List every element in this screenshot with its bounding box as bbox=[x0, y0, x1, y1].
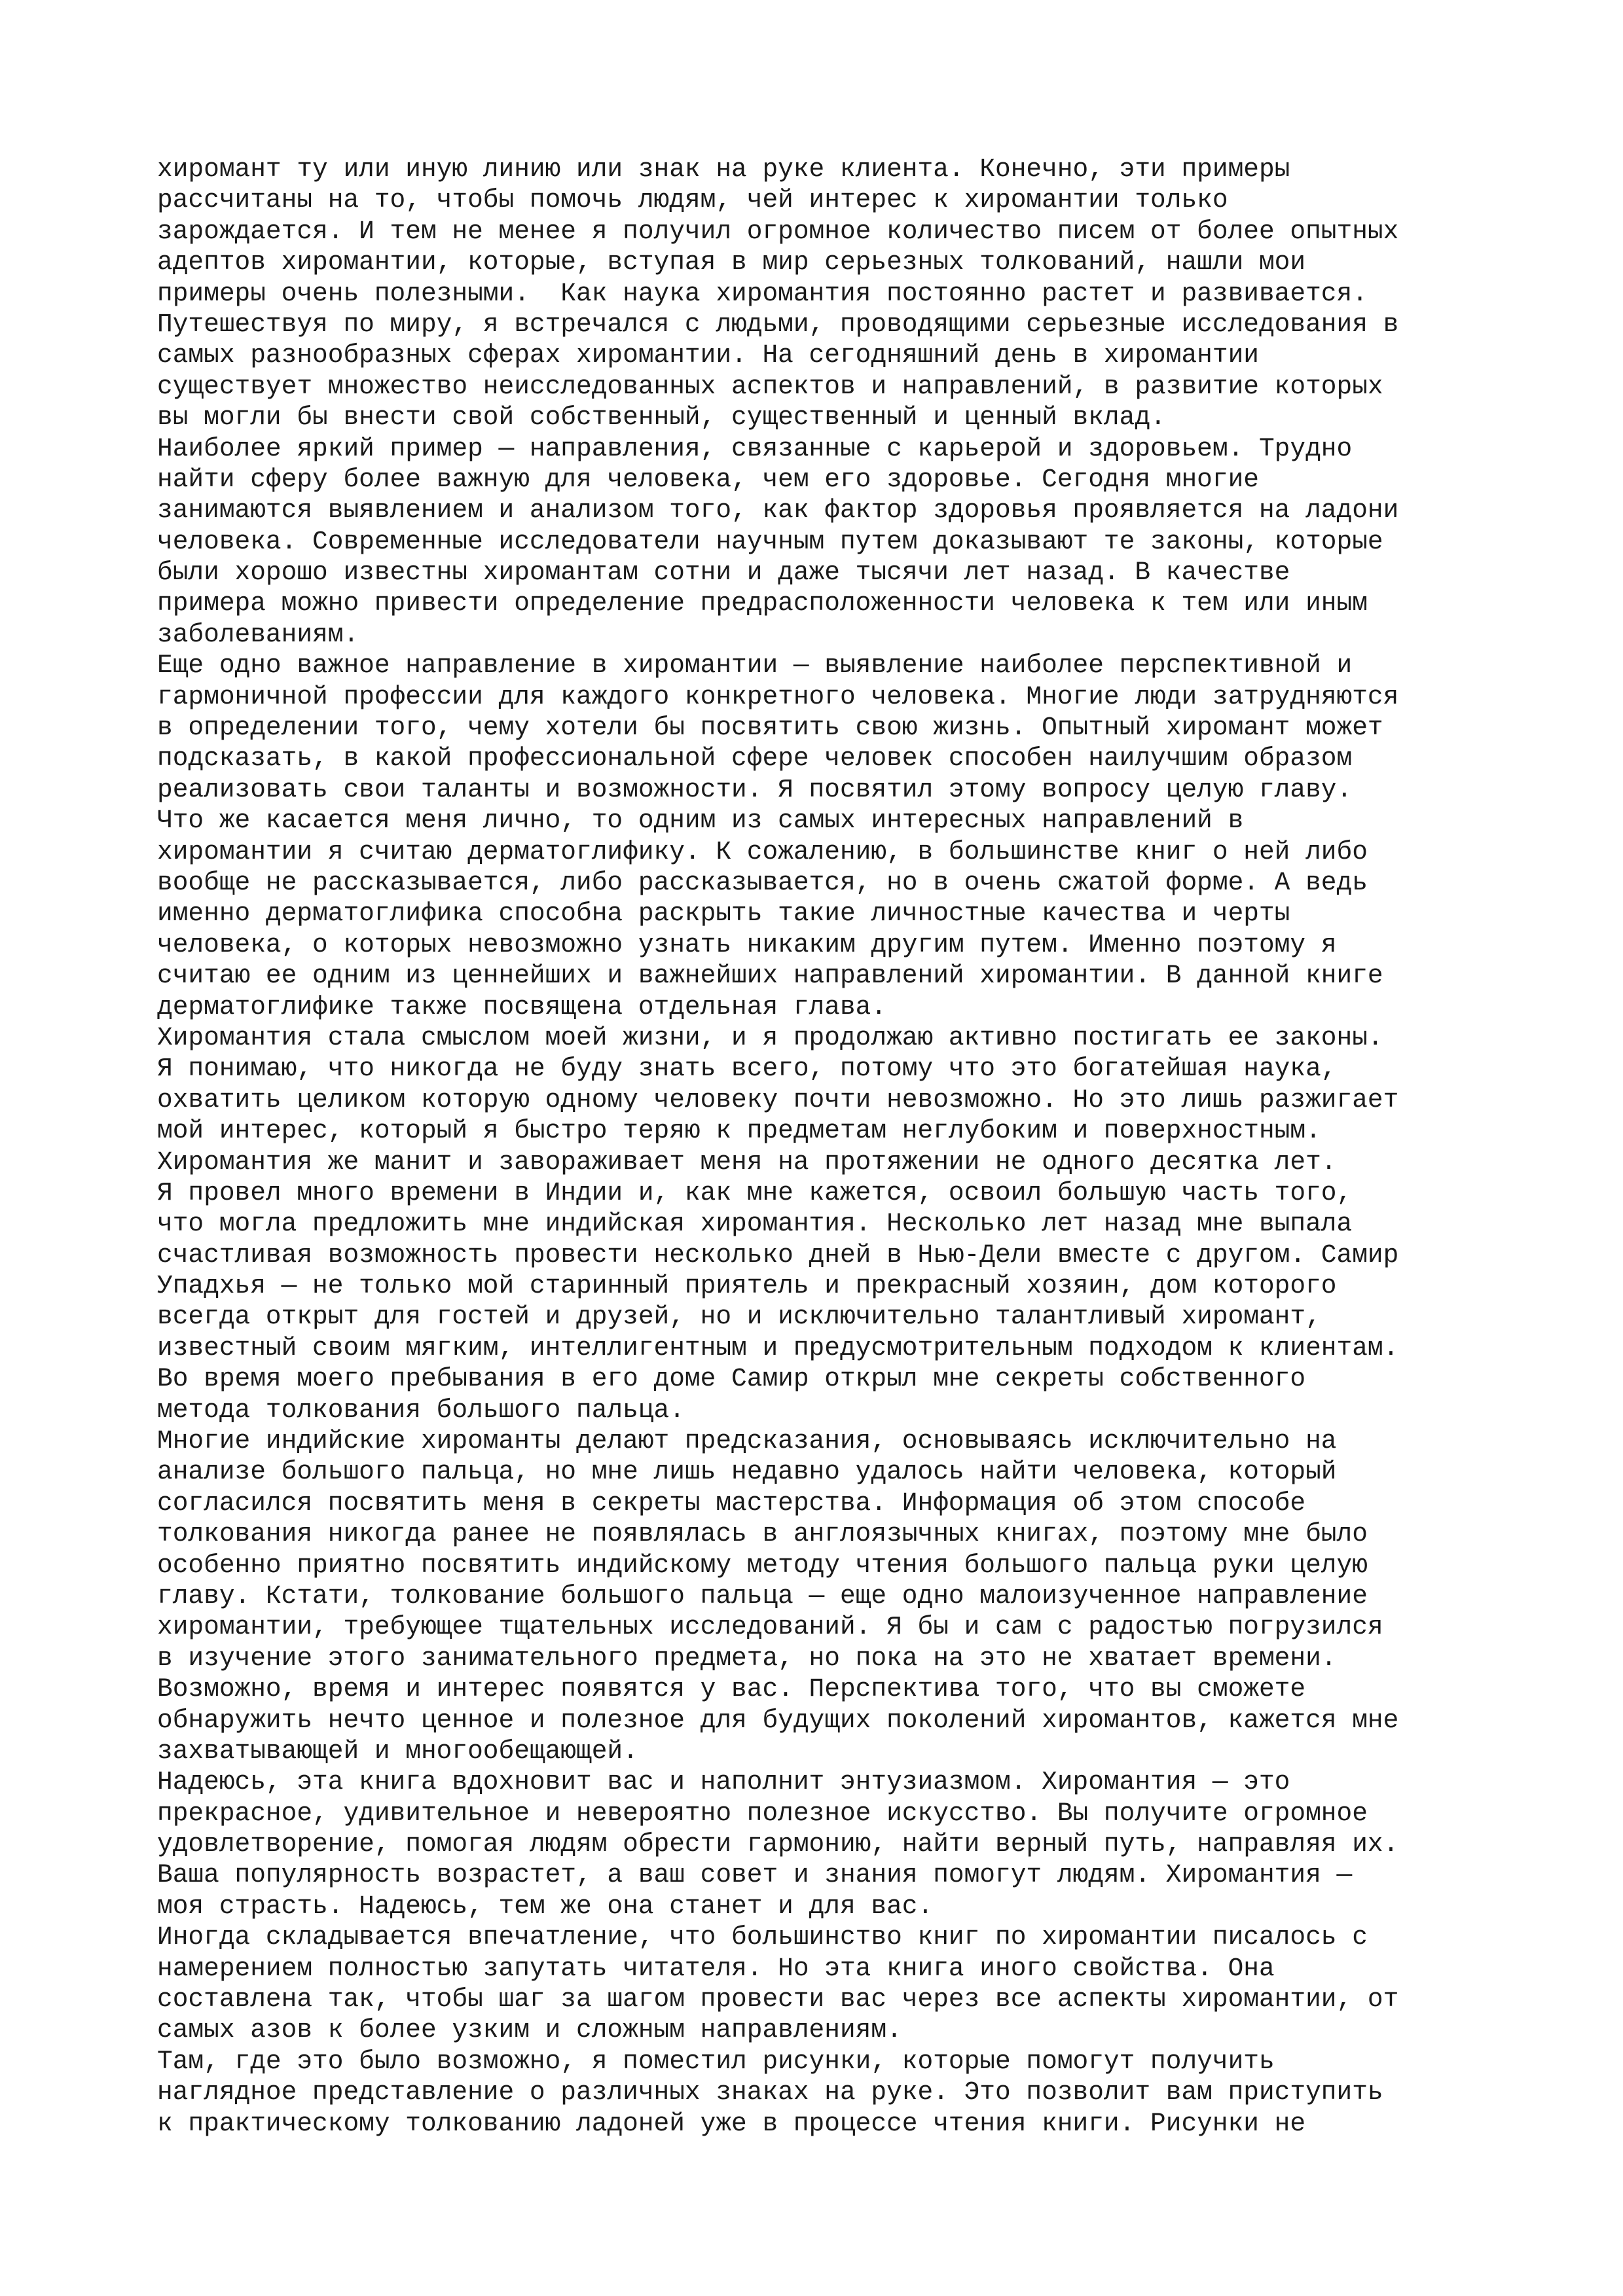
text-line: вы могли бы внести свой собственный, существенный и ценный вклад. bbox=[157, 403, 1166, 433]
text-line: всегда открыт для гостей и друзей, но и исключительно талантливый хиромант, bbox=[157, 1302, 1321, 1332]
text-line: составлена так, чтобы шаг за шагом провести вас через все аспекты хиромантии, от bbox=[157, 1984, 1399, 2015]
text-line: самых разнообразных сферах хиромантии. На сегодняшний день в хиромантии bbox=[157, 340, 1259, 370]
text-line: главу. Кстати, толкование большого пальца — еще одно малоизученное направление bbox=[157, 1581, 1368, 1611]
text-line: Я провел много времени в Индии и, как мне кажется, освоил большую часть того, bbox=[157, 1177, 1353, 1208]
text-line: адептов хиромантии, которые, вступая в мир серьезных толкований, нашли мои bbox=[157, 247, 1306, 278]
text-line: Еще одно важное направление в хиромантии — выявление наиболее перспективной и bbox=[157, 651, 1353, 681]
text-line: захватывающей и многообещающей. bbox=[157, 1736, 638, 1766]
text-line: Иногда складывается впечатление, что большинство книг по хиромантии писалось с bbox=[157, 1922, 1368, 1952]
text-line: к практическому толкованию ладоней уже в процессе чтения книги. Рисунки не bbox=[157, 2108, 1306, 2138]
text-line: в изучение этого занимательного предмета, но пока на это не хватает времени. bbox=[157, 1643, 1337, 1673]
text-line: намерением полностью запутать читателя. Но эта книга иного свойства. Она bbox=[157, 1953, 1275, 1983]
text-line: гармоничной профессии для каждого конкретного человека. Многие люди затрудняются bbox=[157, 681, 1399, 711]
text-line: самых азов к более узким и сложным направлениям. bbox=[157, 2015, 902, 2045]
text-line: хиромант ту или иную линию или знак на руке клиента. Конечно, эти примеры bbox=[157, 154, 1290, 184]
text-line: метода толкования большого пальца. bbox=[157, 1395, 685, 1425]
text-line: охватить целиком которую одному человеку почти невозможно. Но это лишь разжигает bbox=[157, 1085, 1399, 1115]
text-line: примеры очень полезными. Как наука хиромантия постоянно растет и развивается. bbox=[157, 278, 1368, 308]
text-line: Во время моего пребывания в его доме Самир открыл мне секреты собственного bbox=[157, 1364, 1306, 1394]
text-line: человека. Современные исследователи научным путем доказывают те законы, которые bbox=[157, 526, 1383, 556]
text-line: зарождается. И тем не менее я получил огромное количество писем от более опытных bbox=[157, 216, 1399, 246]
text-line: Хиромантия стала смыслом моей жизни, и я продолжаю активно постигать ее законы. bbox=[157, 1022, 1383, 1052]
text-line: найти сферу более важную для человека, чем его здоровье. Сегодня многие bbox=[157, 464, 1259, 494]
text-line: Возможно, время и интерес появятся у вас. Перспектива того, что вы сможете bbox=[157, 1674, 1306, 1704]
text-line: удовлетворение, помогая людям обрести гармонию, найти верный путь, направляя их. bbox=[157, 1829, 1399, 1859]
document-page bbox=[157, 154, 1493, 2139]
text-line: согласился посвятить меня в секреты мастерства. Информация об этом способе bbox=[157, 1488, 1306, 1518]
text-line: хиромантии, требующее тщательных исследований. Я бы и сам с радостью погрузился bbox=[157, 1612, 1383, 1642]
text-line: моя страсть. Надеюсь, тем же она станет и для вас. bbox=[157, 1891, 934, 1921]
text-line: заболеваниям. bbox=[157, 619, 359, 649]
text-line: в определении того, чему хотели бы посвятить свою жизнь. Опытный хиромант может bbox=[157, 713, 1383, 743]
text-line: занимаются выявлением и анализом того, как фактор здоровья проявляется на ладони bbox=[157, 495, 1399, 526]
text-line: человека, о которых невозможно узнать никаким другим путем. Именно поэтому я bbox=[157, 929, 1337, 960]
text-line: подсказать, в какой профессиональной сфере человек способен наилучшим образом bbox=[157, 744, 1353, 774]
text-line: Что же касается меня лично, то одним из самых интересных направлений в bbox=[157, 806, 1244, 836]
text-line: реализовать свои таланты и возможности. Я посвятил этому вопросу целую главу. bbox=[157, 774, 1353, 804]
text-line: рассчитаны на то, чтобы помочь людям, чей интерес к хиромантии только bbox=[157, 185, 1228, 215]
text-line: существует множество неисследованных аспектов и направлений, в развитие которых bbox=[157, 371, 1383, 401]
text-line: Ваша популярность возрастет, а ваш совет и знания помогут людям. Хиромантия — bbox=[157, 1860, 1353, 1890]
text-line: хиромантии я считаю дерматоглифику. К сожалению, в большинстве книг о ней либо bbox=[157, 836, 1368, 867]
text-line: известный своим мягким, интеллигентным и предусмотрительным подходом к клиентам. bbox=[157, 1333, 1399, 1363]
text-line: обнаружить нечто ценное и полезное для будущих поколений хиромантов, кажется мне bbox=[157, 1705, 1399, 1735]
text-line: что могла предложить мне индийская хиромантия. Несколько лет назад мне выпала bbox=[157, 1209, 1353, 1239]
text-line: толкования никогда ранее не появлялась в англоязычных книгах, поэтому мне было bbox=[157, 1519, 1368, 1549]
text-line: прекрасное, удивительное и невероятно полезное искусство. Вы получите огромное bbox=[157, 1798, 1368, 1828]
text-line: Многие индийские хироманты делают предсказания, основываясь исключительно на bbox=[157, 1426, 1337, 1456]
text-line: Хиромантия же манит и завораживает меня на протяжении не одного десятка лет. bbox=[157, 1147, 1337, 1177]
text-line: Упадхья — не только мой старинный приятель и прекрасный хозяин, дом которого bbox=[157, 1271, 1337, 1301]
text-line: Надеюсь, эта книга вдохновит вас и наполнит энтузиазмом. Хиромантия — это bbox=[157, 1767, 1290, 1797]
text-line: наглядное представление о различных знаках на руке. Это позволит вам приступить bbox=[157, 2077, 1383, 2108]
text-line: считаю ее одним из ценнейших и важнейших направлений хиромантии. В данной книге bbox=[157, 961, 1383, 991]
text-line: особенно приятно посвятить индийскому методу чтения большого пальца руки целую bbox=[157, 1550, 1368, 1580]
text-line: вообще не рассказывается, либо рассказывается, но в очень сжатой форме. А ведь bbox=[157, 867, 1368, 897]
text-line: Я понимаю, что никогда не буду знать всего, потому что это богатейшая наука, bbox=[157, 1054, 1337, 1084]
text-line: примера можно привести определение предрасположенности человека к тем или иным bbox=[157, 588, 1368, 619]
text-line: дерматоглифике также посвящена отдельная глава. bbox=[157, 992, 887, 1022]
text-line: Там, где это было возможно, я поместил рисунки, которые помогут получить bbox=[157, 2046, 1275, 2076]
text-line: мой интерес, который я быстро теряю к предметам неглубоким и поверхностным. bbox=[157, 1116, 1321, 1146]
text-line: счастливая возможность провести несколько дней в Нью-Дели вместе с другом. Самир bbox=[157, 1240, 1399, 1270]
text-line: Наиболее яркий пример — направления, связанные с карьерой и здоровьем. Трудно bbox=[157, 433, 1353, 463]
text-line: именно дерматоглифика способна раскрыть такие личностные качества и черты bbox=[157, 899, 1290, 929]
text-line: анализе большого пальца, но мне лишь недавно удалось найти человека, который bbox=[157, 1457, 1337, 1487]
text-line: были хорошо известны хиромантам сотни и даже тысячи лет назад. В качестве bbox=[157, 558, 1290, 588]
text-line: Путешествуя по миру, я встречался с людьми, проводящими серьезные исследования в bbox=[157, 309, 1399, 339]
